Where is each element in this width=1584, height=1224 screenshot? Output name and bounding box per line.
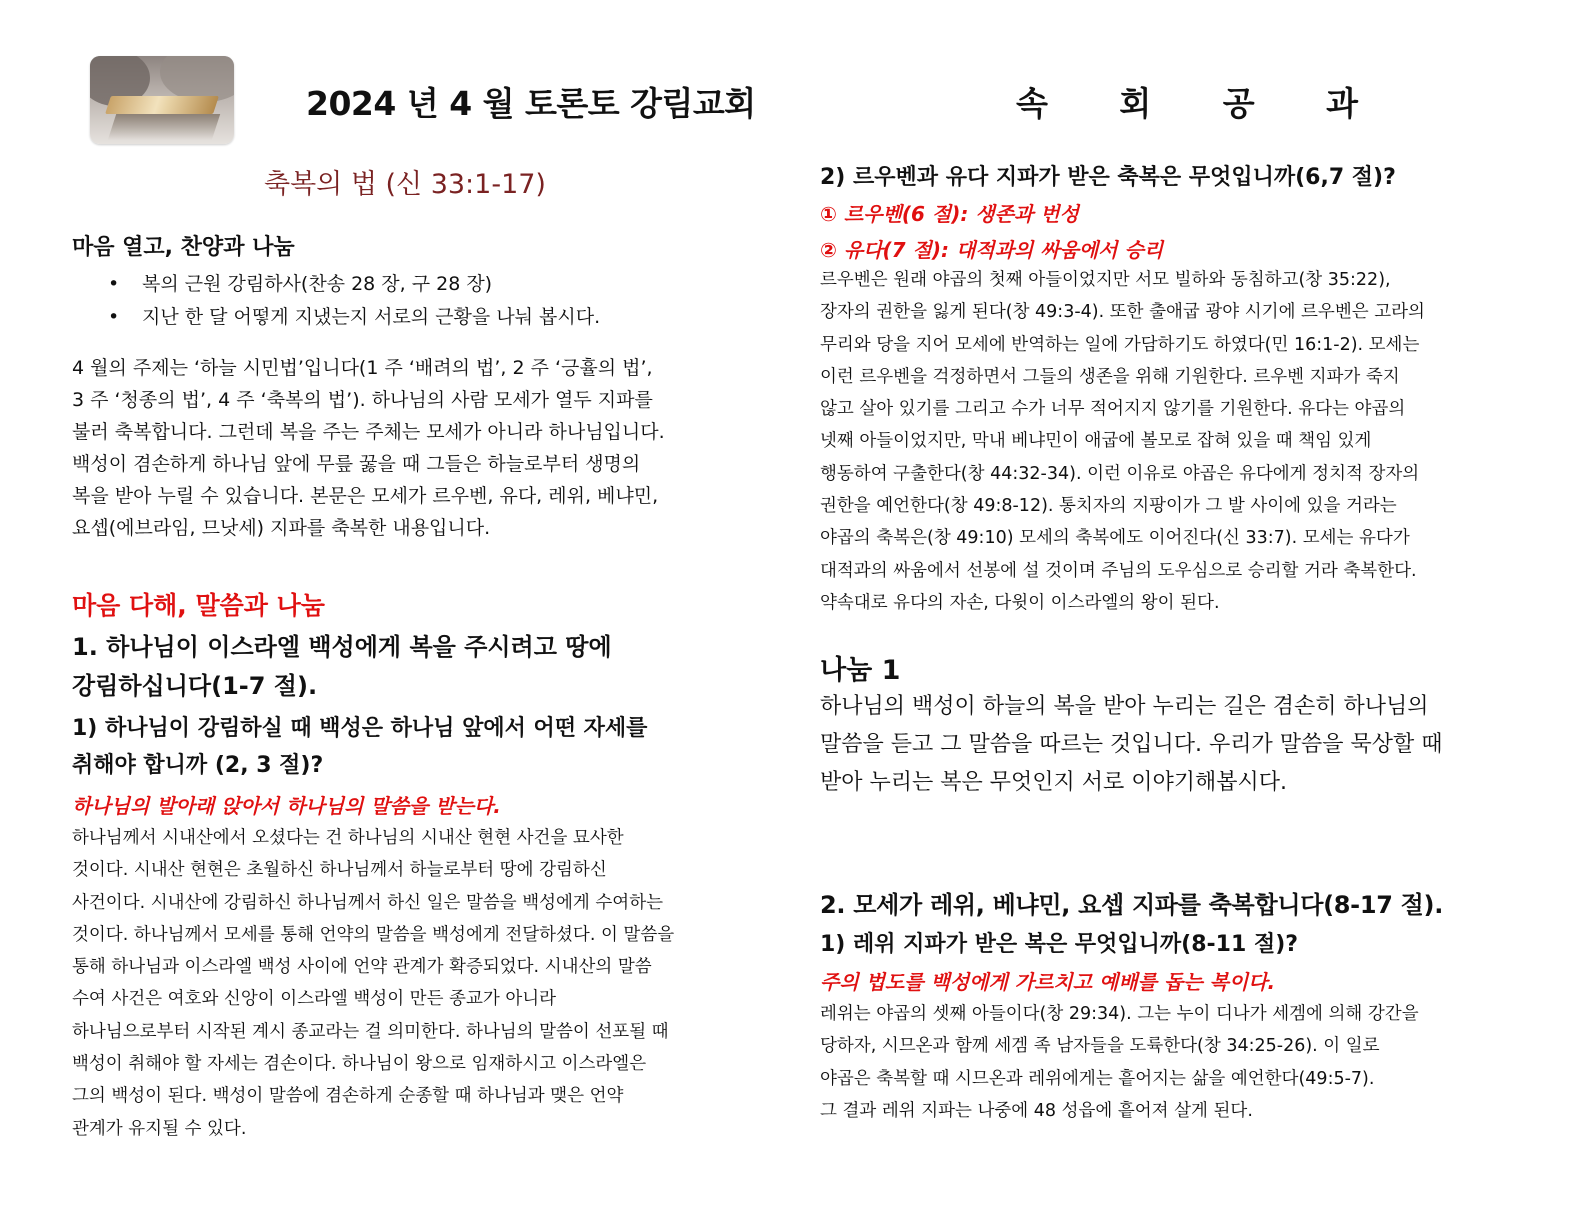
section1-title [72, 628, 752, 706]
intro-line: 4 월의 주제는 ‘하늘 시민법’입니다(1 주 ‘배려의 법’, 2 주 ‘긍휼의 법’, [72, 357, 653, 379]
sharing-line: 하나님의 백성이 하늘의 복을 받아 누리는 길은 겸손히 하나님의 [820, 694, 1429, 719]
section2-question: 1) 레위 지파가 받은 복은 무엇입니까(8-11 절)? [820, 932, 1299, 957]
sharing1-body [820, 688, 1500, 802]
question2-answer-judah: ② 유다(7 절): 대적과의 싸움에서 승리 [820, 238, 1164, 262]
body-line: 약속대로 유다의 자손, 다윗이 이스라엘의 왕이 된다. [820, 592, 1220, 613]
intro-line: 요셉(에브라임, 므낫세) 지파를 축복한 내용입니다. [72, 517, 491, 539]
body-line: 통해 하나님과 이스라엘 백성 사이에 언약 관계가 확증되었다. 시내산의 말씀 [72, 957, 652, 978]
section2-body [820, 998, 1500, 1127]
body-line: 무리와 당을 지어 모세에 반역하는 일에 가담하기도 하였다(민 16:1-2). 모세는 [820, 334, 1420, 355]
body-line: 것이다. 시내산 현현은 초월하신 하나님께서 하늘로부터 땅에 강림하신 [72, 860, 607, 881]
opening-bullet: • 지난 한 달 어떻게 지냈는지 서로의 근황을 나눠 봅시다. [108, 301, 788, 334]
body-line: 르우벤은 원래 야곱의 첫째 아들이었지만 서모 빌하와 동침하고(창 35:22), [820, 270, 1391, 290]
opening-bullet: • 복의 근원 강림하사(찬송 28 장, 구 28 장) [108, 268, 788, 301]
body-line: 이런 르우벤을 걱정하면서 그들의 생존을 위해 기원한다. 르우벤 지파가 죽지 [820, 366, 1400, 387]
question2-title: 2) 르우벤과 유다 지파가 받은 축복은 무엇입니까(6,7 절)? [820, 165, 1396, 190]
opening-heading: 마음 열고, 찬양과 나눔 [72, 235, 295, 260]
word-heading: 마음 다해, 말씀과 나눔 [72, 591, 325, 620]
intro-paragraph [72, 352, 752, 544]
section1-question-line: 1) 하나님이 강림하실 때 백성은 하나님 앞에서 어떤 자세를 [72, 716, 648, 741]
section1-question [72, 710, 752, 784]
body-line: 장자의 권한을 잃게 된다(창 49:3-4). 또한 출애굽 광야 시기에 르우벤은 고라의 [820, 302, 1425, 323]
lesson-title: 축복의 법 (신 33:1-17) [264, 169, 546, 200]
body-line: 관계가 유지될 수 있다. [72, 1118, 247, 1139]
section1-title-line: 1. 하나님이 이스라엘 백성에게 복을 주시려고 땅에 [72, 633, 612, 661]
opening-bullet-list [72, 268, 788, 334]
section1-answer: 하나님의 발아래 앉아서 하나님의 말씀을 받는다. [72, 794, 501, 818]
body-line: 대적과의 싸움에서 선봉에 설 것이며 주님의 도우심으로 승리할 거라 축복한다. [820, 560, 1417, 581]
body-line: 그의 백성이 된다. 백성이 말씀에 겸손하게 순종할 때 하나님과 맺은 언약 [72, 1086, 624, 1107]
body-line: 것이다. 하나님께서 모세를 통해 언약의 말씀을 백성에게 전달하셨다. 이 말씀을 [72, 924, 675, 945]
body-line: 야곱은 축복할 때 시므온과 레위에게는 흩어지는 삶을 예언한다(49:5-7). [820, 1068, 1375, 1089]
intro-line: 백성이 겸손하게 하나님 앞에 무릎 꿇을 때 그들은 하늘로부터 생명의 [72, 453, 641, 475]
section1-body [72, 822, 752, 1145]
body-line: 수여 사건은 여호와 신앙이 이스라엘 백성이 만든 종교가 아니라 [72, 989, 557, 1010]
section2-answer: 주의 법도를 백성에게 가르치고 예배를 돕는 복이다. [820, 970, 1276, 994]
body-line: 않고 살아 있기를 그리고 수가 너무 적어지지 않기를 기원한다. 유다는 야곱의 [820, 399, 1406, 420]
question2-body [820, 264, 1500, 619]
sharing1-title: 나눔 1 [820, 655, 901, 686]
section2-title: 2. 모세가 레위, 베냐민, 요셉 지파를 축복합니다(8-17 절). [820, 891, 1444, 919]
section1-question-line: 취해야 합니까 (2, 3 절)? [72, 753, 324, 778]
body-line: 사건이다. 시내산에 강림하신 하나님께서 하신 일은 말씀을 백성에게 수여하는 [72, 892, 664, 913]
page-title: 2024 년 4 월 토론토 강림교회 [306, 84, 756, 123]
body-line: 당하자, 시므온과 함께 세겜 족 남자들을 도륙한다(창 34:25-26). 이 일로 [820, 1036, 1380, 1057]
question2-answer-reuben: ① 르우벤(6 절): 생존과 번성 [820, 202, 1079, 226]
bible-logo-image [90, 56, 234, 144]
sharing-line: 받아 누리는 복은 무엇인지 서로 이야기해봅시다. [820, 770, 1288, 795]
page-subtitle: 속 회 공 과 [1016, 84, 1388, 123]
sharing-line: 말씀을 듣고 그 말씀을 따르는 것입니다. 우리가 말씀을 묵상할 때 [820, 732, 1443, 757]
body-line: 권한을 예언한다(창 49:8-12). 통치자의 지팡이가 그 발 사이에 있을 거라는 [820, 496, 1397, 517]
body-line: 야곱의 축복은(창 49:10) 모세의 축복에도 이어진다(신 33:7). 모세는 유다가 [820, 528, 1410, 549]
body-line: 백성이 취해야 할 자세는 겸손이다. 하나님이 왕으로 임재하시고 이스라엘은 [72, 1054, 647, 1075]
intro-line: 3 주 ‘청종의 법’, 4 주 ‘축복의 법’). 하나님의 사람 모세가 열두 지파를 [72, 389, 653, 411]
body-line: 넷째 아들이었지만, 막내 베냐민이 애굽에 볼모로 잡혀 있을 때 책임 있게 [820, 431, 1372, 452]
intro-line: 불러 축복합니다. 그런데 복을 주는 주체는 모세가 아니라 하나님입니다. [72, 421, 665, 443]
body-line: 하나님으로부터 시작된 계시 종교라는 걸 의미한다. 하나님의 말씀이 선포될 때 [72, 1021, 669, 1042]
body-line: 그 결과 레위 지파는 나중에 48 성읍에 흩어져 살게 된다. [820, 1100, 1253, 1121]
body-line: 행동하여 구출한다(창 44:32-34). 이런 이유로 야곱은 유다에게 정치적 장자의 [820, 463, 1420, 484]
body-line: 레위는 야곱의 셋째 아들이다(창 29:34). 그는 누이 디나가 세겜에 의해 강간을 [820, 1004, 1419, 1024]
intro-line: 복을 받아 누릴 수 있습니다. 본문은 모세가 르우벤, 유다, 레위, 베냐민, [72, 485, 659, 507]
section1-title-line: 강림하십니다(1-7 절). [72, 672, 318, 700]
body-line: 하나님께서 시내산에서 오셨다는 건 하나님의 시내산 현현 사건을 묘사한 [72, 828, 624, 848]
